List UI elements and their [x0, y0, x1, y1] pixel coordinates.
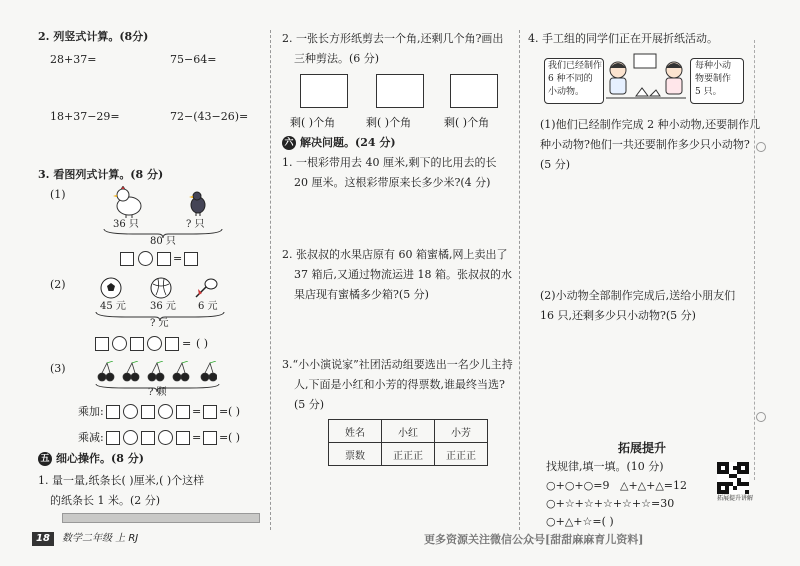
bubble-line: 5 只。 [695, 87, 722, 97]
part-label: (3) [50, 362, 66, 375]
expression: 18+37−29= [50, 110, 120, 123]
answer-paren[interactable]: ( ) [228, 431, 241, 444]
part-line: (1)他们已经制作完成 2 种小动物,还要制作几 [540, 118, 761, 131]
multiply-sub-label: 乘减: [78, 431, 104, 444]
answer-box[interactable] [141, 431, 155, 445]
equals-sign: = [192, 405, 202, 418]
problem-line: 20 厘米。这根彩带原来长多少米?(4 分) [294, 176, 491, 189]
answer-box[interactable] [106, 431, 120, 445]
bubble-line: 每种小动 [695, 61, 732, 71]
section-number-badge: 五 [38, 452, 52, 466]
vote-tally: 正正正 [382, 443, 435, 466]
bubble-line: 6 种不同的 [548, 74, 593, 84]
operator-circle[interactable] [138, 251, 153, 266]
chicken-icon [112, 186, 146, 218]
kids-folding-paper-icon [604, 48, 688, 106]
total-count: ? 颗 [148, 387, 167, 398]
cherries-icon [97, 361, 217, 383]
q4-title: 4. 手工组的同学们正在开展折纸活动。 [528, 32, 718, 45]
binding-hole [756, 142, 766, 152]
part-line: 16 只,还剩多少只小动物?(5 分) [540, 309, 696, 322]
answer-box[interactable] [120, 252, 134, 266]
section-title: 解决问题。(24 分) [300, 136, 396, 149]
table-header: 姓名 [329, 420, 382, 443]
expression: 75−64= [170, 53, 217, 66]
rectangle-box [300, 74, 348, 108]
binding-hole [756, 412, 766, 422]
chicken-count: 36 只 [113, 219, 139, 230]
total-price: ? 元 [150, 318, 169, 329]
q2-line: 三种剪法。(6 分) [294, 52, 380, 65]
corners-answer[interactable]: 剩( )个角 [290, 116, 336, 129]
answer-box[interactable] [203, 405, 217, 419]
soccer-ball-icon [100, 277, 122, 299]
expression: 28+37= [50, 53, 97, 66]
q2-line: 2. 一张长方形纸剪去一个角,还剩几个角?画出 [282, 32, 504, 45]
section-number-badge: 六 [282, 136, 296, 150]
problem-line: 37 箱后,又通过物流运进 18 箱。张叔叔的水 [294, 268, 512, 281]
vote-tally: 正正正 [435, 443, 488, 466]
problem-line: 人,下面是小红和小芳的得票数,谁最终当选? [294, 378, 505, 391]
part-line: (5 分) [540, 158, 571, 171]
answer-paren[interactable]: ( ) [228, 405, 241, 418]
answer-box[interactable] [95, 337, 109, 351]
table-header: 小芳 [435, 420, 488, 443]
part-label: (1) [50, 188, 66, 201]
watermark-text: 更多资源关注微信公众号[甜甜麻麻育儿资料] [424, 533, 644, 546]
q3-title: 3. 看图列式计算。(8 分) [38, 168, 164, 181]
answer-paren[interactable]: ( ) [196, 337, 209, 350]
problem-line: 3.“小小演说家”社团活动组要选出一名少儿主持 [282, 358, 513, 371]
problem-line: 1. 一根彩带用去 40 厘米,剩下的比用去的长 [282, 156, 497, 169]
equals-sign: = [173, 252, 183, 265]
answer-box[interactable] [157, 252, 171, 266]
answer-box[interactable] [141, 405, 155, 419]
corners-answer[interactable]: 剩( )个角 [444, 116, 490, 129]
multiply-add-label: 乘加: [78, 405, 104, 418]
section-title: 细心操作。(8 分) [56, 452, 144, 465]
pattern-equation: △+△+△=12 [620, 479, 688, 492]
answer-box[interactable] [203, 431, 217, 445]
problem-line: 2. 张叔叔的水果店原有 60 箱蜜橘,网上卖出了 [282, 248, 508, 261]
extension-intro: 找规律,填一填。(10 分) [546, 460, 664, 473]
bird-icon [186, 190, 210, 216]
q2-title: 2. 列竖式计算。(8分) [38, 30, 149, 43]
corners-answer[interactable]: 剩( )个角 [366, 116, 412, 129]
badminton-racket-icon [193, 277, 219, 299]
problem-line: (5 分) [294, 398, 325, 411]
equals-sign: = [192, 431, 202, 444]
qr-code-icon [717, 462, 749, 494]
answer-box[interactable] [165, 337, 179, 351]
bubble-line: 物要制作 [695, 74, 732, 84]
operator-circle[interactable] [123, 430, 138, 445]
answer-box[interactable] [130, 337, 144, 351]
operator-circle[interactable] [123, 404, 138, 419]
answer-box[interactable] [176, 431, 190, 445]
operator-circle[interactable] [158, 404, 173, 419]
qr-caption: 拓展提升讲解 [717, 495, 754, 502]
column-divider [519, 30, 520, 530]
total-count: 80 只 [150, 236, 176, 247]
operator-circle[interactable] [112, 336, 127, 351]
part-line: 种小动物?他们一共还要制作多少只小动物? [540, 138, 750, 151]
q1-line: 的纸条长 1 米。(2 分) [50, 494, 161, 507]
paper-strip [62, 513, 260, 523]
column-divider [270, 30, 271, 530]
pattern-answer[interactable]: ○+△+☆=( ) [546, 515, 614, 528]
answer-box[interactable] [176, 405, 190, 419]
rectangle-box [450, 74, 498, 108]
answer-box[interactable] [106, 405, 120, 419]
bubble-line: 我们已经制作 [548, 61, 603, 71]
pattern-equation: ○+○+○=9 [546, 479, 610, 492]
answer-box[interactable] [184, 252, 198, 266]
part-line: (2)小动物全部制作完成后,送给小朋友们 [540, 289, 736, 302]
pattern-equation: ○+☆+☆+☆+☆+☆=30 [546, 497, 675, 510]
expression: 72−(43−26)= [170, 110, 249, 123]
problem-line: 果店现有蜜橘多少箱?(5 分) [294, 288, 429, 301]
vote-table [328, 419, 488, 466]
equals-sign: = [219, 405, 229, 418]
book-title: 数学二年级 上 RJ [62, 533, 139, 544]
table-row-label: 票数 [329, 443, 382, 466]
part-label: (2) [50, 278, 66, 291]
price-label: 36 元 [150, 301, 176, 312]
operator-circle[interactable] [158, 430, 173, 445]
q1-line: 1. 量一量,纸条长( )厘米,( )个这样 [38, 474, 205, 487]
table-header: 小红 [382, 420, 435, 443]
extension-title: 拓展提升 [618, 441, 667, 455]
volleyball-icon [150, 277, 172, 299]
equals-sign: = [182, 337, 192, 350]
operator-circle[interactable] [147, 336, 162, 351]
price-label: 6 元 [198, 301, 218, 312]
equals-sign: = [219, 431, 229, 444]
bubble-line: 小动物。 [548, 87, 585, 97]
bird-count: ? 只 [186, 219, 205, 230]
page-number: 18 [32, 532, 54, 546]
rectangle-box [376, 74, 424, 108]
price-label: 45 元 [100, 301, 126, 312]
